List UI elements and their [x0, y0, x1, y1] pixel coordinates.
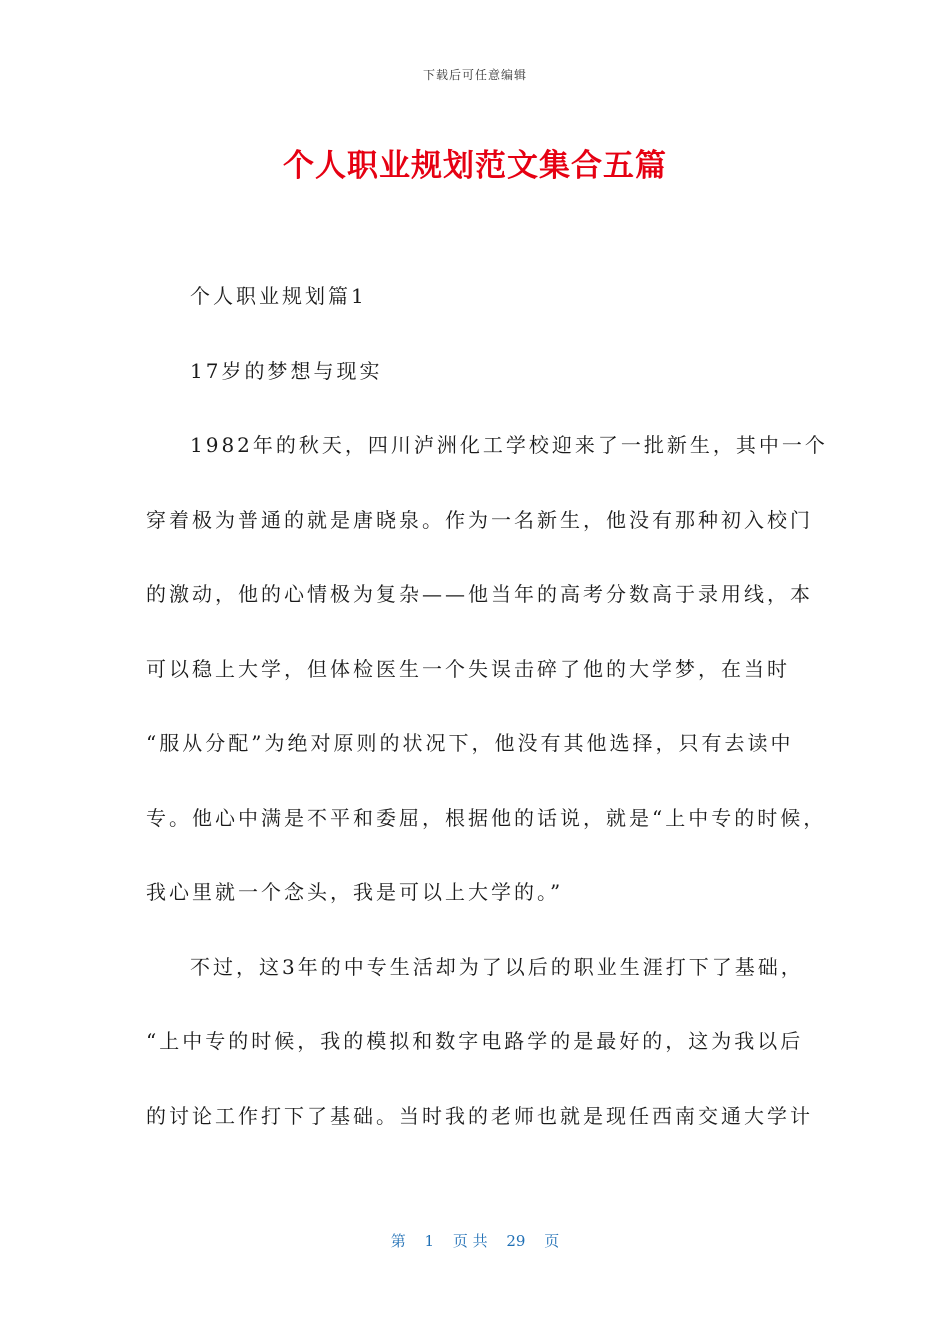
document-title: 个人职业规划范文集合五篇	[283, 148, 667, 184]
paragraph-line: 的激动，他的心情极为复杂——他当年的高考分数高于录用线，本	[146, 582, 813, 606]
page-footer	[0, 1230, 950, 1251]
page-current: 1	[424, 1232, 435, 1250]
paragraph-line: 的讨论工作打下了基础。当时我的老师也就是现任西南交通大学计	[146, 1103, 813, 1128]
page-suffix: 页	[544, 1232, 560, 1250]
paragraph-line: 穿着极为普通的就是唐晓泉。作为一名新生，他没有那种初入校门	[146, 507, 813, 532]
header-note: 下载后可任意编辑	[422, 68, 527, 82]
page-prefix: 第	[390, 1232, 406, 1250]
paragraph-line: 17岁的梦想与现实	[190, 358, 383, 383]
page-mid: 页 共	[452, 1232, 488, 1250]
paragraph-line: 可以稳上大学，但体检医生一个失误击碎了他的大学梦，在当时	[146, 656, 790, 681]
paragraph-line: “服从分配”为绝对原则的状况下，他没有其他选择，只有去读中	[146, 731, 794, 755]
paragraph-line: “上中专的时候，我的模拟和数字电路学的是最好的，这为我以后	[146, 1029, 804, 1053]
paragraph-line: 专。他心中满是不平和委屈，根据他的话说，就是“上中专的时候，	[146, 805, 827, 830]
paragraph-line: 我心里就一个念头，我是可以上大学的。”	[146, 880, 564, 904]
paragraph-line: 1982年的秋天，四川泸洲化工学校迎来了一批新生，其中一个	[190, 433, 828, 457]
paragraph-line: 不过，这3年的中专生活却为了以后的职业生涯打下了基础，	[190, 954, 804, 979]
document-body	[146, 278, 828, 1172]
page-total: 29	[506, 1232, 526, 1250]
paragraph-line: 个人职业规划篇1	[190, 284, 367, 308]
